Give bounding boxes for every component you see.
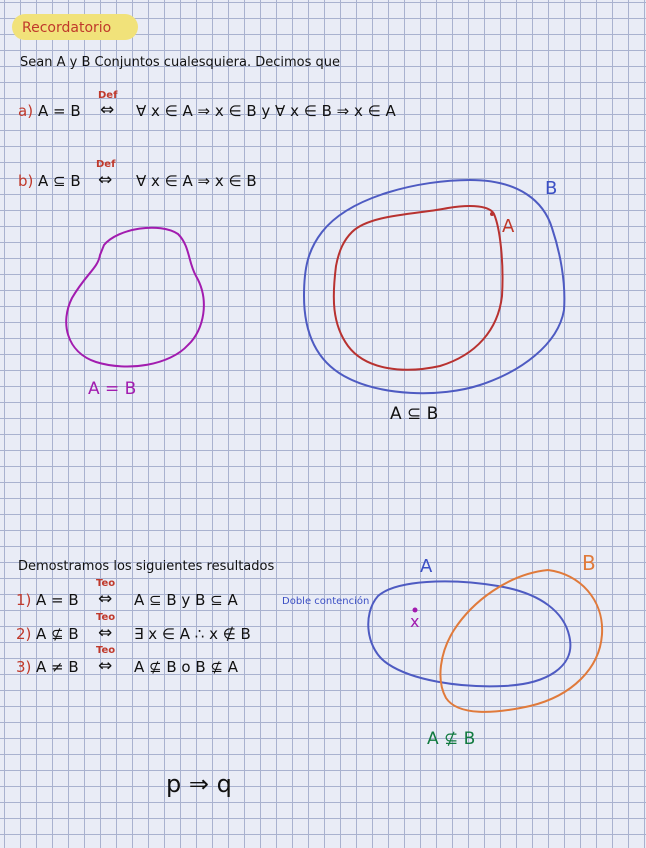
def-b-arrow: ⇔	[98, 170, 113, 190]
header-label: Recordatorio	[22, 20, 112, 36]
def-a-marker: a)	[18, 102, 34, 120]
subset-caption: A ⊆ B	[390, 404, 439, 424]
equal-caption: A = B	[88, 379, 137, 399]
results-heading: Demostramos los siguientes resultados	[18, 559, 275, 574]
result-2-marker: 2)	[16, 625, 32, 643]
def-b-marker: b)	[18, 172, 34, 190]
def-b-tag: Def	[96, 159, 116, 170]
result-3-rhs: A ⊈ B o B ⊈ A	[134, 658, 239, 676]
subset-outer-label: B	[545, 178, 558, 199]
def-a-rhs: ∀ x ∈ A ⇒ x ∈ B y ∀ x ∈ B ⇒ x ∈ A	[136, 102, 396, 120]
def-b-rhs: ∀ x ∈ A ⇒ x ∈ B	[136, 172, 257, 190]
def-a-arrow: ⇔	[100, 100, 115, 120]
result-1-lhs: A = B	[36, 591, 79, 609]
venn-point-label: x	[410, 612, 420, 631]
implication-expression: p ⇒ q	[166, 770, 232, 798]
def-b-lhs: A ⊆ B	[38, 172, 81, 190]
result-2-lhs: A ⊈ B	[36, 625, 79, 643]
result-1-tag: Teo	[96, 578, 116, 589]
result-1-rhs: A ⊆ B y B ⊆ A	[134, 591, 238, 609]
def-a-tag: Def	[98, 90, 118, 101]
venn-a-shape	[368, 581, 570, 686]
subset-inner-shape	[334, 206, 503, 370]
result-3-tag: Teo	[96, 645, 116, 656]
result-1-arrow: ⇔	[98, 589, 113, 609]
venn-a-label: A	[420, 556, 433, 577]
result-2-rhs: ∃ x ∈ A ∴ x ∉ B	[134, 625, 251, 643]
result-1-marker: 1)	[16, 591, 32, 609]
result-1-note: Doble contención	[282, 596, 370, 607]
subset-inner-label: A	[502, 216, 515, 237]
subset-outer-shape	[304, 180, 564, 393]
def-a-lhs: A = B	[38, 102, 81, 120]
result-2-tag: Teo	[96, 612, 116, 623]
result-2-arrow: ⇔	[98, 623, 113, 643]
result-3-arrow: ⇔	[98, 656, 113, 676]
subset-inner-endpoint	[490, 212, 494, 216]
result-3-marker: 3)	[16, 658, 32, 676]
equal-set-shape	[66, 228, 204, 367]
result-3-lhs: A ≠ B	[36, 658, 79, 676]
venn-b-label: B	[582, 551, 596, 575]
intro-text: Sean A y B Conjuntos cualesquiera. Decimos que	[20, 55, 340, 70]
venn-caption: A ⊈ B	[427, 729, 476, 749]
